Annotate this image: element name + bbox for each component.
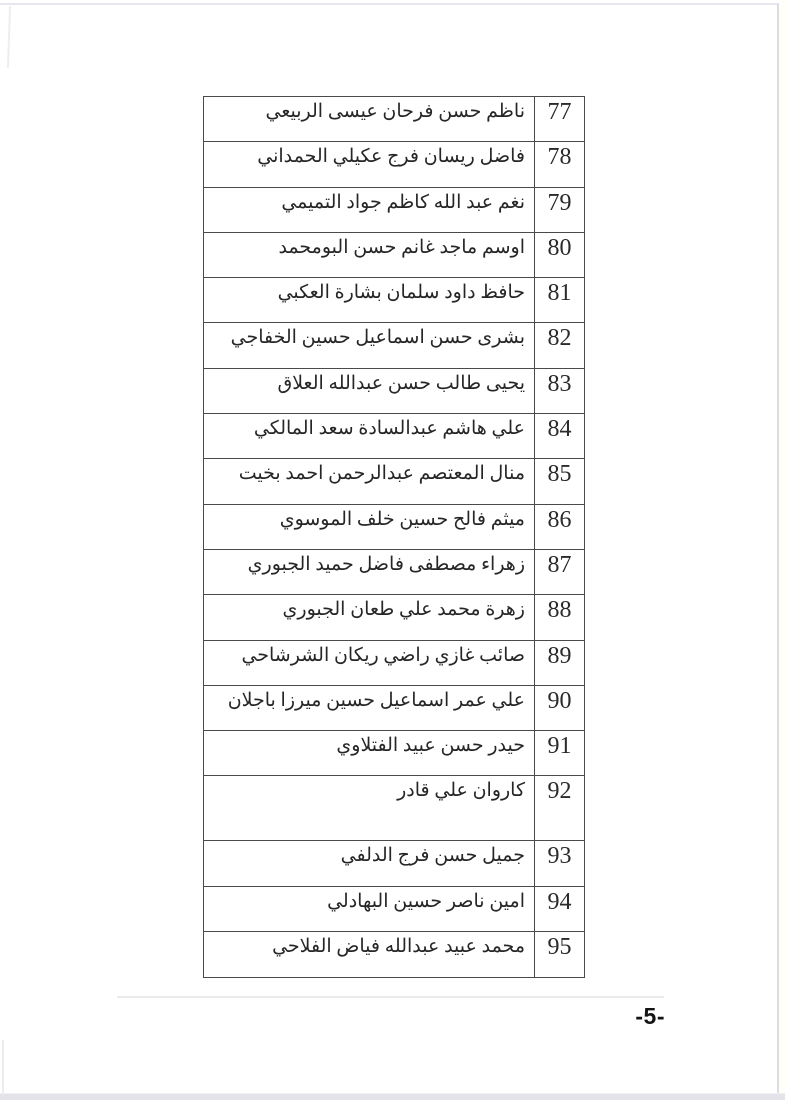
person-name-cell: نغم عبد الله كاظم جواد التميمي bbox=[281, 191, 525, 213]
table-row bbox=[204, 731, 584, 776]
table-row bbox=[204, 459, 584, 504]
table-row bbox=[204, 188, 584, 233]
row-number-cell: 95 bbox=[534, 932, 584, 977]
row-number-cell: 78 bbox=[534, 142, 584, 186]
table-row bbox=[204, 686, 584, 731]
table-row bbox=[204, 278, 584, 323]
roster-table bbox=[203, 96, 585, 978]
page-edge-right bbox=[777, 4, 779, 1095]
person-name-cell: كاروان علي قادر bbox=[397, 780, 525, 802]
table-row bbox=[204, 595, 584, 640]
person-name-cell: منال المعتصم عبدالرحمن احمد بخيت bbox=[238, 463, 525, 485]
page-edge-right-margin bbox=[779, 0, 785, 1100]
row-number-cell: 93 bbox=[534, 841, 584, 885]
table-row bbox=[204, 233, 584, 278]
page-edge-left-mark bbox=[7, 6, 11, 68]
person-name-cell: ميثم فالح حسين خلف الموسوي bbox=[279, 508, 525, 530]
table-row bbox=[204, 97, 584, 142]
row-number-cell: 81 bbox=[534, 278, 584, 322]
row-number-cell: 80 bbox=[534, 233, 584, 277]
row-number-cell: 94 bbox=[534, 887, 584, 931]
person-name-cell: علي عمر اسماعيل حسين ميرزا باجلان bbox=[227, 689, 525, 711]
page-edge-left bbox=[2, 1040, 4, 1095]
row-number-cell: 87 bbox=[534, 550, 584, 594]
row-number-cell: 79 bbox=[534, 188, 584, 232]
table-row bbox=[204, 887, 584, 932]
person-name-cell: بشرى حسن اسماعيل حسين الخفاجي bbox=[230, 327, 525, 349]
table-row bbox=[204, 550, 584, 595]
person-name-cell: يحيى طالب حسن عبدالله العلاق bbox=[277, 372, 525, 394]
person-name-cell: حافظ داود سلمان بشارة العكبي bbox=[277, 282, 525, 304]
row-number-cell: 77 bbox=[534, 97, 584, 141]
person-name-cell: ناظم حسن فرحان عيسى الربيعي bbox=[265, 101, 525, 122]
person-name-cell: زهرة محمد علي طعان الجبوري bbox=[282, 599, 525, 621]
table-row bbox=[204, 505, 584, 550]
person-name-cell: محمد عبيد عبدالله فياض الفلاحي bbox=[272, 936, 525, 958]
row-number-cell: 90 bbox=[534, 686, 584, 730]
footer-divider bbox=[117, 996, 664, 998]
row-number-cell: 84 bbox=[534, 414, 584, 458]
page-edge-bottom bbox=[0, 1093, 785, 1100]
person-name-cell: علي هاشم عبدالسادة سعد المالكي bbox=[253, 418, 525, 440]
row-number-cell: 82 bbox=[534, 323, 584, 367]
table-row bbox=[204, 841, 584, 886]
person-name-cell: فاضل ريسان فرج عكيلي الحمداني bbox=[257, 146, 525, 168]
person-name-cell: زهراء مصطفى فاضل حميد الجبوري bbox=[247, 553, 525, 575]
person-name-cell: جميل حسن فرج الدلفي bbox=[340, 845, 525, 867]
row-number-cell: 92 bbox=[534, 776, 584, 840]
row-number-cell: 91 bbox=[534, 731, 584, 775]
row-number-cell: 86 bbox=[534, 505, 584, 549]
page-edge-top bbox=[0, 3, 785, 5]
table-row bbox=[204, 641, 584, 686]
page-number: -5- bbox=[635, 1003, 665, 1029]
person-name-cell: امين ناصر حسين البهادلي bbox=[327, 890, 525, 912]
table-row bbox=[204, 414, 584, 459]
table-row bbox=[204, 323, 584, 368]
row-number-cell: 83 bbox=[534, 369, 584, 413]
table-row bbox=[204, 369, 584, 414]
row-number-cell: 88 bbox=[534, 595, 584, 639]
person-name-cell: صائب غازي راضي ريكان الشرشاحي bbox=[241, 644, 525, 666]
person-name-cell: حيدر حسن عبيد الفتلاوي bbox=[336, 735, 525, 757]
row-number-cell: 89 bbox=[534, 641, 584, 685]
table-row bbox=[204, 932, 584, 977]
table-row bbox=[204, 142, 584, 187]
row-number-cell: 85 bbox=[534, 459, 584, 503]
person-name-cell: اوسم ماجد غانم حسن البومحمد bbox=[278, 236, 525, 258]
table-row bbox=[204, 776, 584, 841]
